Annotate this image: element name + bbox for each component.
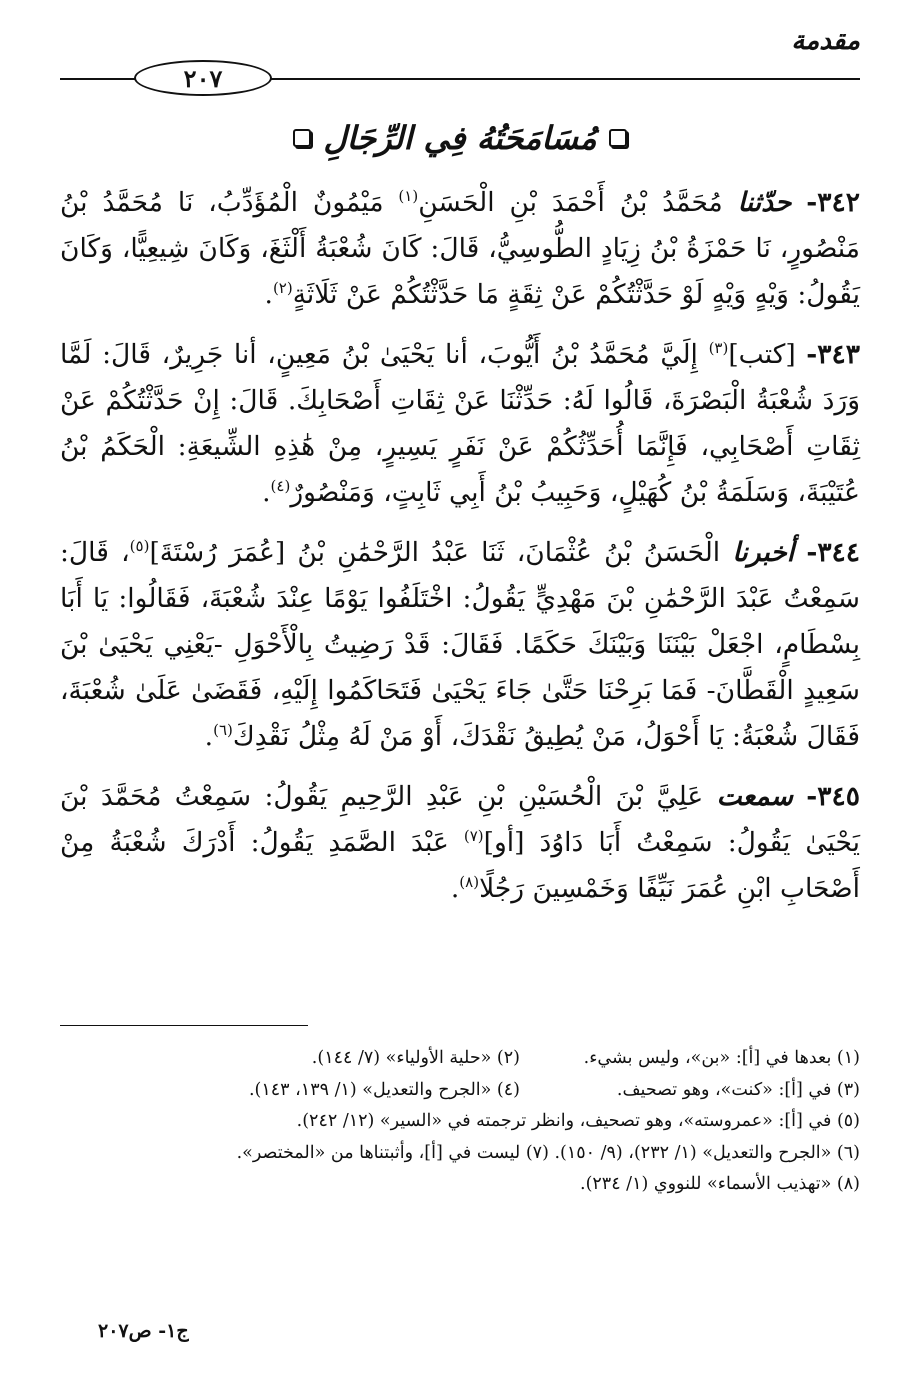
footnote: (٤) «الجرح والتعديل» (١/ ١٣٩، ١٤٣). — [248, 1079, 520, 1100]
entry-text: الْحَسَنُ بْنُ عُثْمَانَ، ثَنَا عَبْدُ الرَّحْمَٰنِ بْنُ [عُمَرَ رُسْتَةَ] — [149, 537, 733, 568]
footnote-ref: (١) — [398, 187, 419, 206]
hadith-entry — [60, 332, 860, 516]
section-title: مُسَامَحَتُهُ فِي الرِّجَالِ — [323, 119, 597, 157]
entry-text: عَلِيَّ بْنَ الْحُسَيْنِ بْنِ عَبْدِ الرَّحِيمِ يَقُولُ: سَمِعْتُ مُحَمَّدَ بْنَ يَحْيَىٰ يَقُولُ: سَمِعْتُ أَبَا دَاوُدَ [أو] — [60, 781, 860, 858]
footnote-row — [60, 1138, 860, 1170]
footnote-ref: (٣) — [708, 339, 729, 358]
footnote-ref: (٨) — [459, 873, 480, 892]
footnote-row — [60, 1043, 860, 1075]
entry-number: ٣٤٥- — [806, 781, 860, 812]
footnote-ref: (٢) — [272, 279, 293, 298]
volume-page-marker: ج١- ص٢٠٧ — [98, 1320, 189, 1342]
entry-lead: سمعت — [716, 781, 793, 812]
hadith-entry — [60, 774, 860, 912]
entry-lead: أخبرنا — [732, 537, 795, 568]
entry-text: [كتب] — [728, 339, 796, 370]
hadith-entry — [60, 180, 860, 318]
footnote: (١) بعدها في [أ]: «بن»، وليس بشيء. — [583, 1048, 860, 1068]
entry-text: . — [450, 873, 460, 904]
footnote-row — [60, 1169, 860, 1201]
entry-text: مُحَمَّدُ بْنُ أَحْمَدَ بْنِ الْحَسَنِ — [418, 187, 738, 218]
entry-text: عَبْدَ الصَّمَدِ يَقُولُ: أَدْرَكَ شُعْبَةُ مِنْ أَصْحَابِ ابْنِ عُمَرَ نَيِّفًا وَخَمْسِينَ رَجُلًا — [60, 827, 860, 904]
book-page — [60, 0, 860, 1380]
entry-number: ٣٤٢- — [806, 187, 860, 218]
section-heading — [60, 119, 860, 157]
footnote-ref: (٥) — [129, 537, 150, 556]
square-bullet-icon — [293, 129, 311, 147]
footnote-row — [60, 1106, 860, 1138]
running-head: مقدمة — [791, 26, 860, 56]
square-bullet-icon — [609, 129, 627, 147]
footnotes — [60, 1043, 860, 1201]
entry-text: . — [204, 721, 214, 752]
entry-number: ٣٤٤- — [806, 537, 861, 568]
entry-text: . — [264, 279, 273, 310]
entry-text: مَيْمُونٌ الْمُؤَدِّبُ، نَا مُحَمَّدُ بْنُ مَنْصُورٍ، نَا حَمْزَةُ بْنُ زِيَادٍ الطُّوسِيُّ، قَالَ: كَانَ شُعْبَةُ أَلْثَغَ، وَكَانَ شِيعِيًّا، وَكَانَ يَقُولُ: وَيْهٍ وَيْهٍ لَوْ حَدَّثْتُكُمْ عَنْ ثِقَةٍ مَا حَدَّثْتُكُمْ عَنْ ثَلَاثَةٍ — [60, 187, 860, 310]
entry-lead: حدّثنا — [737, 187, 792, 218]
footnote-ref: (٤) — [270, 477, 291, 496]
footnote: (٦) «الجرح والتعديل» (١/ ٢٣٢)، (٩/ ١٥٠). (٧) ليست في [أ]، وأثبتناها من «المختصر». — [236, 1142, 860, 1163]
footnote-ref: (٦) — [213, 721, 233, 740]
hadith-entry — [60, 530, 860, 760]
footnote-row — [60, 1075, 860, 1107]
entry-number: ٣٤٣- — [806, 339, 860, 370]
footnote: (٣) في [أ]: «كنت»، وهو تصحيف. — [616, 1079, 860, 1100]
entry-text: ، قَالَ: سَمِعْتُ عَبْدَ الرَّحْمَٰنِ بْنَ مَهْدِيٍّ يَقُولُ: اخْتَلَفُوا يَوْمًا عِنْدَ شُعْبَةَ، فَقَالُوا: يَا أَبَا بِسْطَامٍ، اجْعَلْ بَيْنَنَا وَبَيْنَكَ حَكَمًا. فَقَالَ: قَدْ رَضِيتُ بِالْأَحْوَلِ -يَعْنِي يَحْيَىٰ بْنَ سَعِيدٍ الْقَطَّانَ- فَمَا بَرِحْنَا حَتَّىٰ جَاءَ يَحْيَىٰ فَتَحَاكَمُوا إِلَيْهِ، فَقَضَىٰ عَلَىٰ شُعْبَةَ، فَقَالَ شُعْبَةُ: يَا أَحْوَلُ، مَنْ يُطِيقُ نَقْدَكَ، أَوْ مَنْ لَهُ مِثْلُ نَقْدِكَ — [60, 537, 860, 752]
footnote: (٨) «تهذيب الأسماء» للنووي (١/ ٢٣٤). — [580, 1174, 860, 1194]
footnote-rule — [60, 1025, 308, 1026]
entry-text: . — [262, 477, 271, 508]
footnote-ref: (٧) — [463, 827, 484, 846]
footnote: (٥) في [أ]: «عمروسته»، وهو تصحيف، وانظر ترجمته في «السير» (١٢/ ٢٤٢). — [296, 1111, 860, 1131]
body-text — [60, 180, 860, 926]
entry-text: إِلَيَّ مُحَمَّدُ بْنُ أَيُّوبَ، أنا يَحْيَىٰ بْنُ مَعِينٍ، أنا جَرِيرٌ، قَالَ: لَمَّا وَرَدَ شُعْبَةُ الْبَصْرَةَ، قَالُوا لَهُ: حَدِّثْنَا عَنْ ثِقَاتِ أَصْحَابِكَ. قَالَ: إِنْ حَدَّثْتُكُمْ عَنْ ثِقَاتِ أَصْحَابِي، فَإِنَّمَا أُحَدِّثُكُمْ عَنْ نَفَرٍ يَسِيرٍ، مِنْ هَٰذِهِ الشِّيعَةِ: الْحَكَمُ بْنُ عُتَيْبَةَ، وَسَلَمَةُ بْنُ كُهَيْلٍ، وَحَبِيبُ بْنُ أَبِي ثَابِتٍ، وَمَنْصُورٌ — [60, 339, 860, 508]
page-number: ٢٠٧ — [134, 60, 272, 96]
footnote: (٢) «حلية الأولياء» (٧/ ١٤٤). — [311, 1048, 520, 1068]
